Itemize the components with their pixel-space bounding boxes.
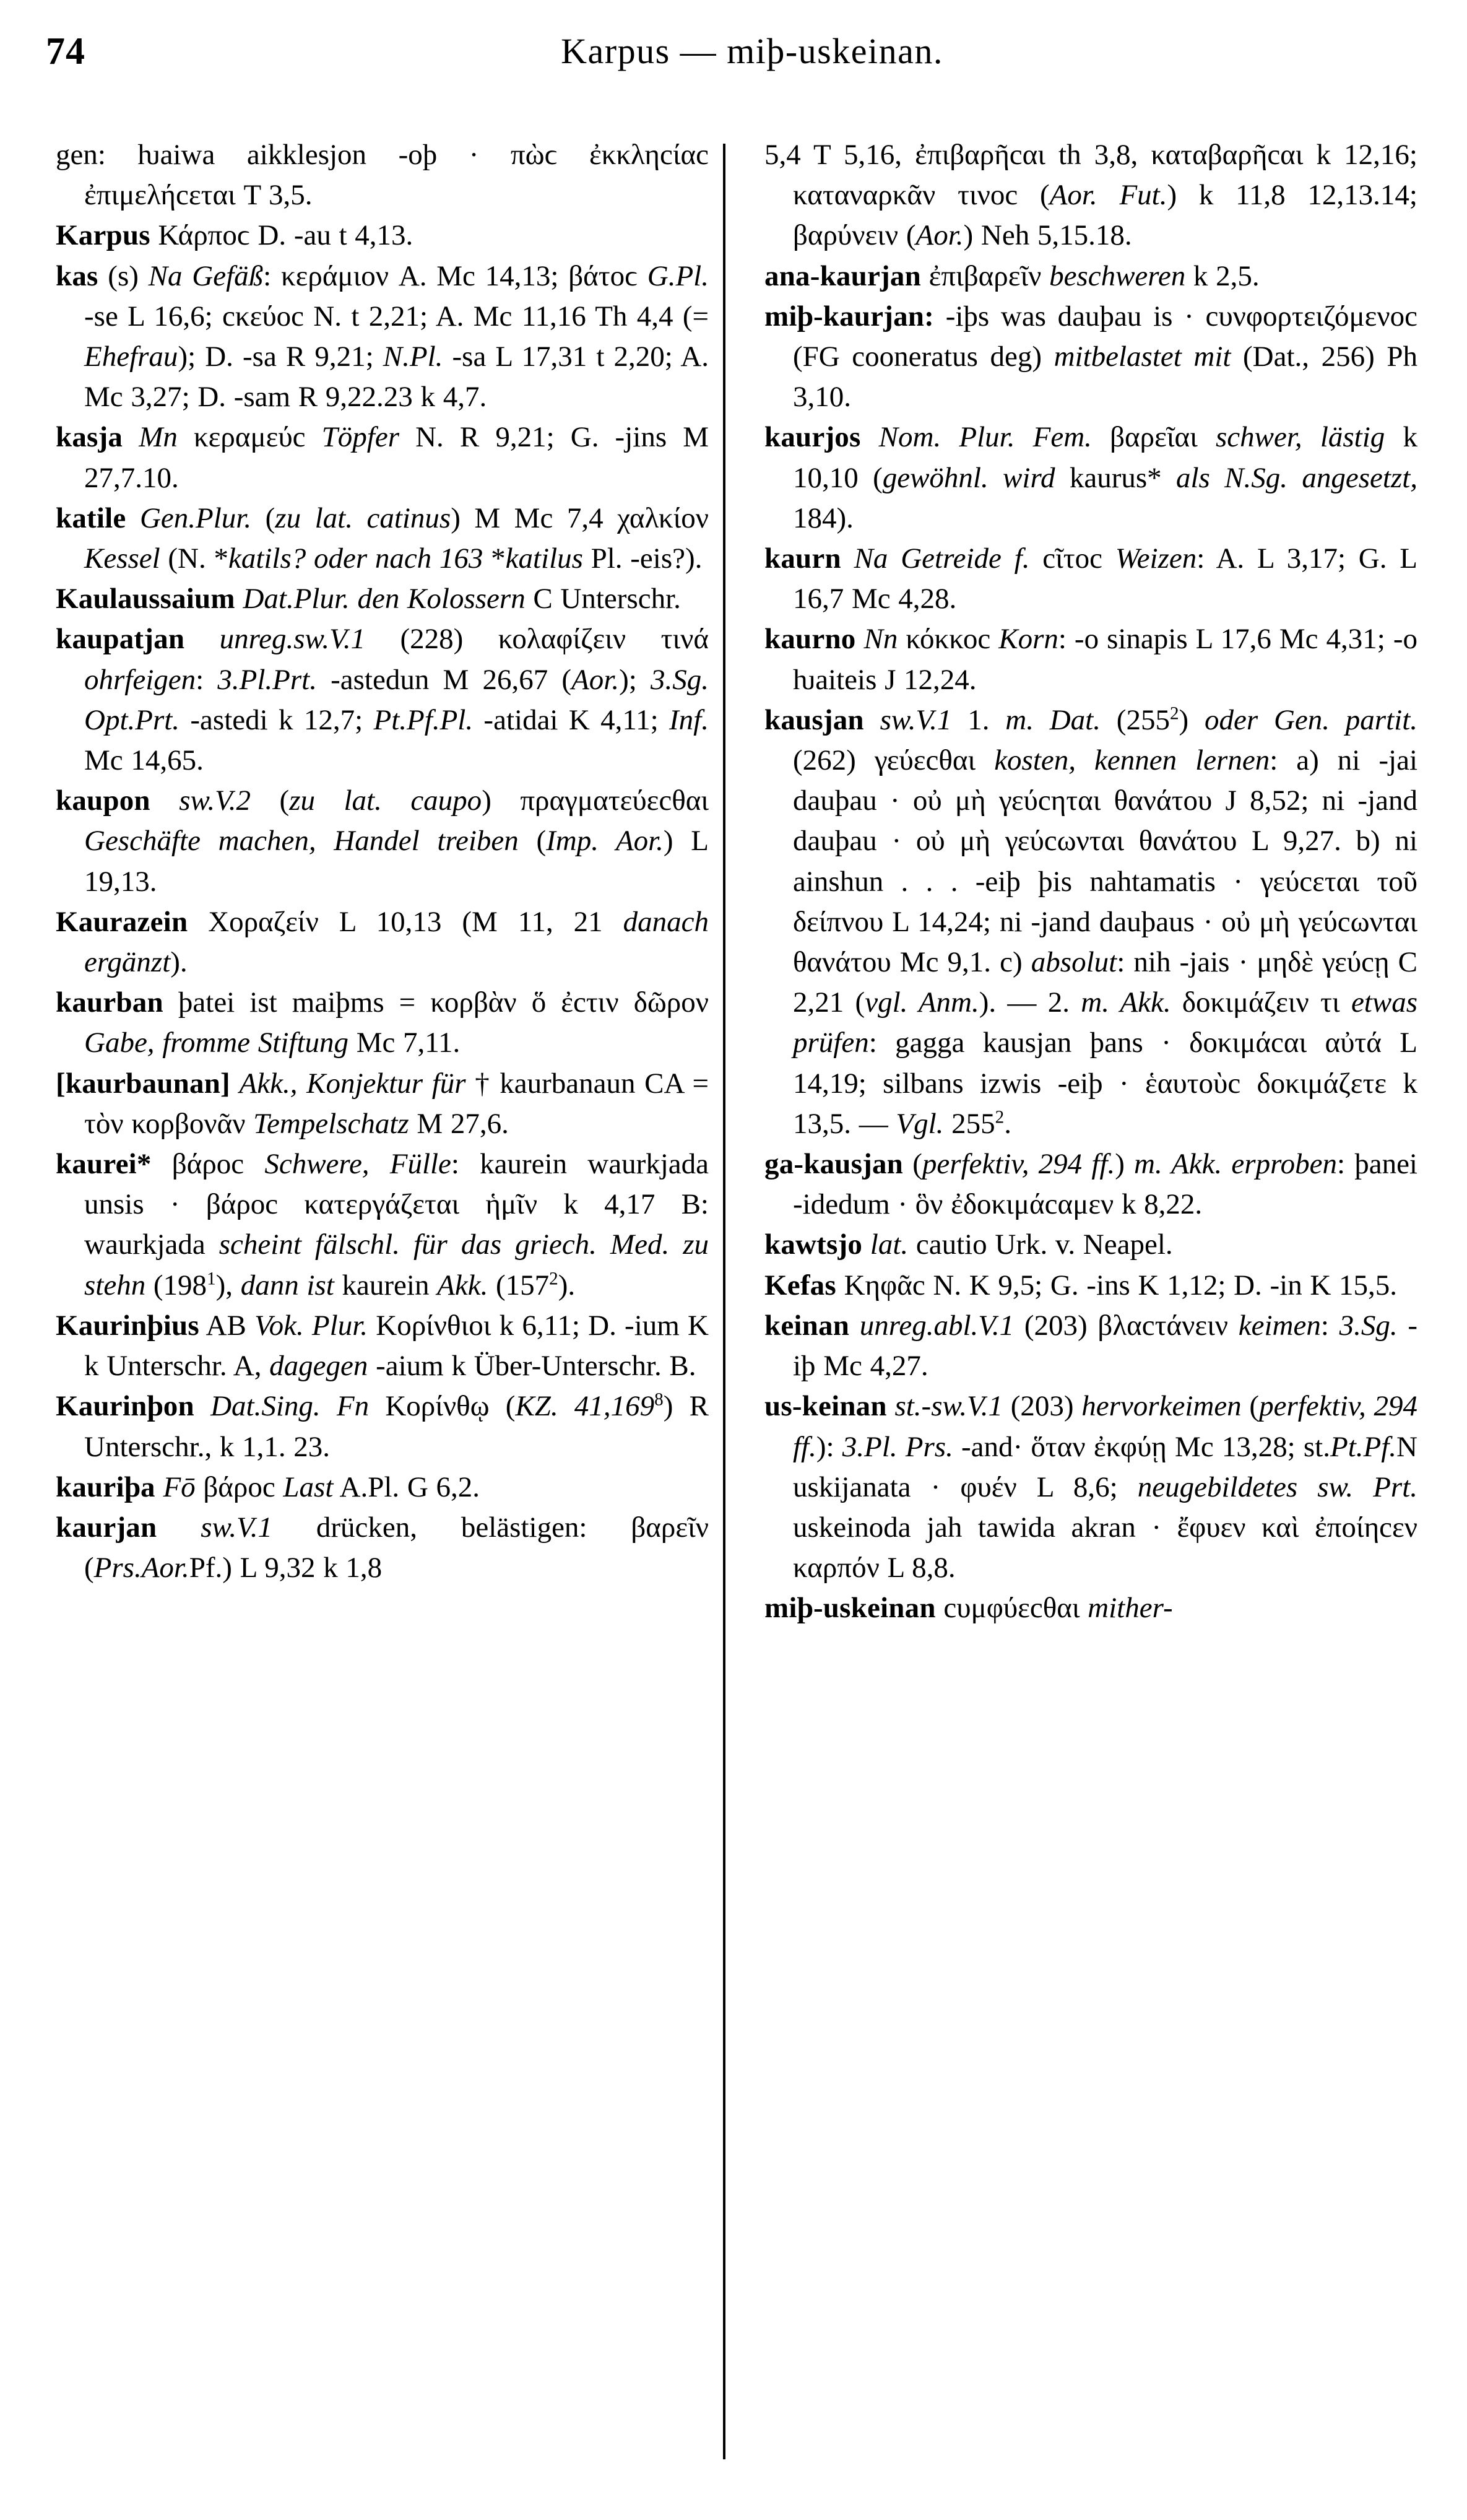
entry-body: st.-sw.V.1 (203) hervorkeimen (perfektiv, 294 ff.): 3.Pl. Prs. -and· ὅταν ἐκφύῃ Mc 13,28; st.Pt.Pf.N uskijanata · φυέν L 8,6; neugebildetes sw. Prt. uskeinoda jah tawida akran · ἔφυεν καὶ ἐποίηcεν καρπόν L 8,8. — [793, 1390, 1417, 1584]
dictionary-entry — [56, 902, 709, 983]
entry-headword: Karpus — [56, 219, 150, 252]
dictionary-entry — [56, 256, 709, 418]
dictionary-entry — [56, 1508, 709, 1588]
dictionary-entry — [764, 1225, 1417, 1265]
entry-body: Κάρποϲ D. -au t 4,13. — [158, 219, 413, 252]
entry-body: unreg.abl.V.1 (203) βλαcτάνειν keimen: 3.Sg. -iþ Mc 4,27. — [793, 1309, 1418, 1383]
entry-body: Akk., Konjektur für † kaurbanaun CA = τὸν κορβονᾶν Tempelschatz M 27,6. — [84, 1067, 709, 1140]
entry-body: Na Getreide f. cῖτοc Weizen: A. L 3,17; G. L 16,7 Mc 4,28. — [793, 542, 1417, 615]
running-head — [0, 32, 1467, 88]
entry-headword: katile — [56, 502, 126, 534]
entry-body: cυμφύεcθαι mither- — [943, 1592, 1173, 1625]
dictionary-entry — [56, 1144, 709, 1306]
entry-body: lat. cautio Urk. v. Neapel. — [870, 1228, 1173, 1261]
dictionary-entry — [56, 417, 709, 498]
entry-headword: [kaurbaunan] — [56, 1067, 230, 1100]
dictionary-entry — [56, 498, 709, 579]
dictionary-entry — [764, 1386, 1417, 1588]
dictionary-entry — [56, 983, 709, 1063]
entry-headword: kaurban — [56, 986, 163, 1019]
entry-headword: kasja — [56, 421, 123, 454]
entry-headword: Kaurinþon — [56, 1390, 194, 1423]
dictionary-entry — [56, 579, 709, 619]
dictionary-entry — [764, 135, 1417, 256]
dictionary-entry — [56, 1467, 709, 1508]
entry-body: βάροc Schwere, Fülle: kaurein waurkjada unsis · βάροc κατεργάζεται ἡμῖν k 4,17 B: waurkjada scheint fälschl. für das griech. Med. zu stehn $(198^1)$, dann ist kaurein Akk. $(157^2)$. — [84, 1148, 709, 1301]
dictionary-entry — [56, 135, 709, 215]
entry-body: 5,4 T 5,16, ἐπιβαρῆcαι th 3,8, καταβαρῆcαι k 12,16; καταναρκᾶν τινοc (Aor. Fut.) k 11,8 12,13.14; βαρύνειν (Aor.) Neh 5,15.18. — [764, 139, 1417, 252]
entry-headword: kawtsjo — [764, 1228, 863, 1261]
dictionary-entry — [764, 539, 1417, 619]
dictionary-entry — [764, 700, 1417, 1144]
dictionary-entry — [56, 1386, 709, 1467]
entry-body: Mn κεραμεύc Töpfer N. R 9,21; G. -jins M 27,7.10. — [84, 421, 709, 494]
entry-body: unreg.sw.V.1 (228) κολαφίζειν τινά ohrfeigen: 3.Pl.Prt. -astedun M 26,67 (Aor.); 3.Sg. Opt.Prt. -astedi k 12,7; Pt.Pf.Pl. -atidai K 4,11; Inf. Mc 14,65. — [84, 623, 709, 777]
dictionary-entry — [764, 1306, 1417, 1386]
entry-headword: kaurjan — [56, 1511, 157, 1544]
entry-body: sw.V.1 1. m. Dat. $(255^2)$ oder Gen. partit. (262) γεύεcθαι kosten, kennen lernen: a) ni -jai dauþau · οὐ μὴ γεύcηται θανάτου J 8,52; ni -jand dauþau · οὐ μὴ γεύcωνται θανάτου L 9,27. b) ni ainshun . . . -eiþ þis nahtamatis · γεύcεται τοῦ δείπνου L 14,24; ni -jand dauþaus · οὐ μὴ γεύcωνται θανάτου Mc 9,1. c) absolut: nih -jais · μηδὲ γεύcῃ C 2,21 (vgl. Anm.). — 2. m. Akk. δοκιμάζειν τι etwas prüfen: gagga kausjan þans · δοκιμάcαι αὐτά L 14,19; silbans izwis -eiþ · ἑαυτοὺc δοκιμάζετε k 13,5. — Vgl. $255^2$. — [793, 703, 1418, 1140]
entry-headword: kauriþa — [56, 1471, 155, 1503]
entry-body: Fō βάροc Last A.Pl. G 6,2. — [163, 1471, 480, 1503]
entry-headword: kaurno — [764, 623, 856, 656]
page-number: 74 — [46, 30, 85, 72]
entry-headword: kaupatjan — [56, 623, 185, 656]
entry-body: gen: ƕaiwa aikklesjon -oþ · πὼϲ ἐκκληcίαc ἐπιμελήcεται T 3,5. — [56, 139, 709, 212]
entry-headword: kaurjos — [764, 421, 861, 454]
dictionary-entry — [764, 417, 1417, 539]
dictionary-entry — [764, 1144, 1417, 1225]
entry-body: sw.V.2 (zu lat. caupo) πραγματεύεcθαι Geschäfte machen, Handel treiben (Imp. Aor.) L 19,13. — [84, 784, 709, 898]
dictionary-entry — [56, 215, 709, 256]
entry-body: AB Vok. Plur. Κορίνθιοι k 6,11; D. -ium K k Unterschr. A, dagegen -aium k Über-Unterschr. B. — [84, 1309, 709, 1383]
entry-body: Χοραζείν L 10,13 (M 11, 21 danach ergänzt). — [84, 905, 709, 979]
entry-headword: kas — [56, 259, 98, 292]
column-container — [0, 135, 1467, 2482]
dictionary-entry — [764, 256, 1417, 297]
dictionary-entry — [56, 781, 709, 902]
entry-body: Κηφᾶc N. K 9,5; G. -ins K 1,12; D. -in K 15,5. — [844, 1269, 1398, 1301]
entry-headword: us-keinan — [764, 1390, 887, 1423]
entry-headword: ana-kaurjan — [764, 259, 921, 292]
entry-body: Nn κόκκοc Korn: -o sinapis L 17,6 Mc 4,31; -o ƕaiteis J 12,24. — [793, 623, 1417, 696]
entry-body: Nom. Plur. Fem. βαρεῖαι schwer, lästig k 10,10 (gewöhnl. wird kaurus* als N.Sg. angesetzt, 184). — [793, 421, 1417, 534]
column-divider-rule — [723, 144, 725, 2459]
dictionary-entry — [56, 1306, 709, 1386]
entry-body: Gen.Plur. (zu lat. catinus) M Mc 7,4 χαλκίον Kessel (N. *katils? oder nach 163 *katilus Pl. -eis?). — [84, 502, 709, 575]
entry-headword: kausjan — [764, 703, 864, 736]
entry-body: sw.V.1 drücken, belästigen: βαρεῖν (Prs.Aor.Pf.) L 9,32 k 1,8 — [84, 1511, 709, 1584]
dictionary-entry — [764, 619, 1417, 700]
right-column — [764, 135, 1417, 1629]
entry-headword: kaurei* — [56, 1148, 152, 1181]
entry-headword: Kefas — [764, 1269, 836, 1301]
running-title: Karpus — miþ-uskeinan. — [561, 31, 943, 71]
dictionary-entry — [764, 1266, 1417, 1306]
dictionary-entry — [764, 297, 1417, 418]
entry-headword: miþ-kaurjan: — [764, 300, 934, 332]
entry-headword: kaupon — [56, 784, 150, 817]
entry-body: Dat.Plur. den Kolossern C Unterschr. — [243, 583, 681, 615]
dictionary-entry — [56, 619, 709, 781]
entry-headword: ga-kausjan — [764, 1148, 904, 1181]
entry-body: Dat.Sing. Fn Κορίνθῳ (KZ. 41,169$^8$) R Unterschr., k 1,1. 23. — [84, 1389, 709, 1463]
entry-headword: keinan — [764, 1309, 850, 1342]
left-column — [56, 135, 709, 1588]
entry-body: (s) Na Gefäß: κεράμιον A. Mc 14,13; βάτοϲ G.Pl. -se L 16,6; cκεύοc N. t 2,21; A. Mc 11,16 Th 4,4 (= Ehefrau); D. -sa R 9,21; N.Pl. -sa L 17,31 t 2,20; A. Mc 3,27; D. -sam R 9,22.23 k 4,7. — [84, 259, 709, 414]
entry-headword: kaurn — [764, 542, 841, 575]
entry-body: þatei ist maiþms = κορβὰν ὅ ἐcτιν δῶρον Gabe, fromme Stiftung Mc 7,11. — [84, 986, 709, 1059]
entry-headword: Kaulaussaium — [56, 583, 235, 615]
entry-headword: Kaurazein — [56, 905, 188, 938]
dictionary-entry — [56, 1064, 709, 1144]
entry-body: -iþs was dauþau is · cυνφορτειζόμενοc (FG cooneratus deg) mitbelastet mit (Dat., 256) Ph 3,10. — [793, 300, 1417, 414]
entry-headword: miþ-uskeinan — [764, 1592, 936, 1625]
entry-headword: Kaurinþius — [56, 1309, 199, 1342]
entry-body: ἐπιβαρεῖν beschweren k 2,5. — [928, 259, 1260, 292]
dictionary-entry — [764, 1588, 1417, 1628]
entry-body: (perfektiv, 294 ff.) m. Akk. erproben: þanei -idedum · ὃν ἐδοκιμάcαμεν k 8,22. — [793, 1148, 1417, 1221]
